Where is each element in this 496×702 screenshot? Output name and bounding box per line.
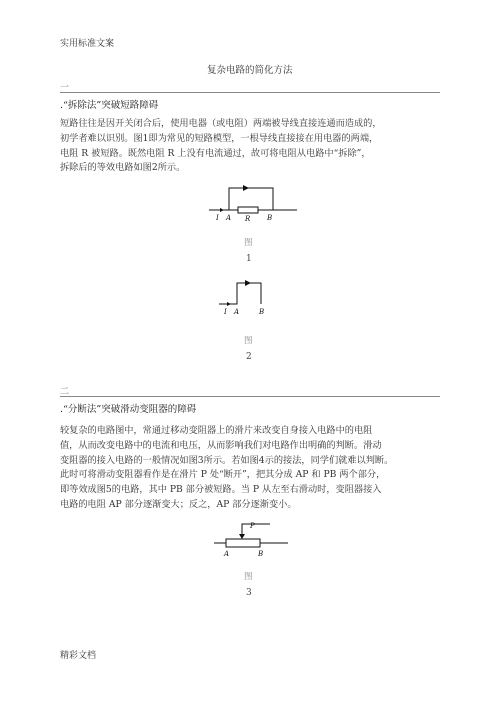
label-a: A xyxy=(224,550,230,558)
input-arrow-icon xyxy=(227,302,231,306)
section-paragraph-2 xyxy=(60,424,440,513)
section-divider-2 xyxy=(60,396,440,397)
slider-wire xyxy=(242,524,270,537)
label-a: A xyxy=(234,308,240,316)
resistor-r xyxy=(238,207,258,213)
label-b: B xyxy=(259,308,265,316)
paragraph-line: 初学者难以识别。图1即为常见的短路模型，一根导线直接接在用电器的两端， xyxy=(60,132,379,144)
equivalent-wire xyxy=(219,283,261,304)
label-p: P xyxy=(250,522,255,530)
paragraph-line: 电阻 R 被短路。既然电阻 R 上没有电流通过，故可将电阻从电路中“拆除”， xyxy=(60,147,371,159)
figure-1-number: 1 xyxy=(246,254,252,264)
paragraph-line: 短路往往是因开关闭合后，使用电器（或电阻）两端被导线直接连通而造成的， xyxy=(60,118,382,129)
figure-1-short-circuit-diagram xyxy=(205,180,305,230)
paragraph-line: 值，从而改变电路中的电流和电压，从而影响我们对电路作出明确的判断。滑动 xyxy=(60,439,382,451)
label-a: A xyxy=(226,214,232,222)
section-paragraph-1 xyxy=(60,117,440,176)
paragraph-line: 拆除后的等效电路如图2所示。 xyxy=(60,162,186,174)
figure-1-caption: 图 xyxy=(244,238,253,248)
label-b: B xyxy=(258,550,264,558)
input-arrow-icon xyxy=(220,208,224,212)
paragraph-line: 变阻器的接入电路的一般情况如图3所示。若如图4示的接法，同学们就难以判断。 xyxy=(60,454,394,466)
section-number-2: 二 xyxy=(60,387,70,397)
label-b: B xyxy=(267,214,273,222)
slider-arrow-icon xyxy=(239,534,245,539)
paragraph-line: 此时可将滑动变阻器看作是在滑片 P 处“断开”，把其分成 AP 和 PB 两个部分， xyxy=(60,469,386,481)
section-divider-1 xyxy=(60,92,440,93)
figure-3-number: 3 xyxy=(246,588,252,598)
rheostat-body xyxy=(226,539,260,547)
paragraph-line: 电路的电阻 AP 部分逐渐变大；反之，AP 部分逐渐变小。 xyxy=(60,498,297,510)
section-heading-2: .“分断法”突破滑动变阻器的障碍 xyxy=(60,404,197,415)
figure-2-equivalent-circuit-diagram xyxy=(215,278,285,320)
label-i: I xyxy=(216,214,219,222)
document-title: 复杂电路的简化方法 xyxy=(207,65,293,76)
figure-2-number: 2 xyxy=(246,352,252,362)
label-r: R xyxy=(245,215,251,223)
page-header: 实用标准文案 xyxy=(60,39,115,49)
figure-3-rheostat-diagram xyxy=(212,516,292,560)
section-number-1: 一 xyxy=(60,83,70,93)
figure-3-caption: 图 xyxy=(244,572,253,582)
section-heading-1: .“拆除法”突破短路障碍 xyxy=(60,100,159,111)
current-arrow-icon xyxy=(243,185,249,191)
paragraph-line: 即等效成图5的电路，其中 PB 部分被短路。当 P 从左至右滑动时，变阻器接入 xyxy=(60,484,382,496)
page-footer: 精彩文档 xyxy=(60,651,97,661)
current-arrow-icon xyxy=(245,280,251,286)
figure-2-caption: 图 xyxy=(244,336,253,346)
paragraph-line: 较复杂的电路图中，常通过移动变阻器上的滑片来改变自身接入电路中的电阻 xyxy=(60,425,373,436)
label-i: I xyxy=(224,308,227,316)
